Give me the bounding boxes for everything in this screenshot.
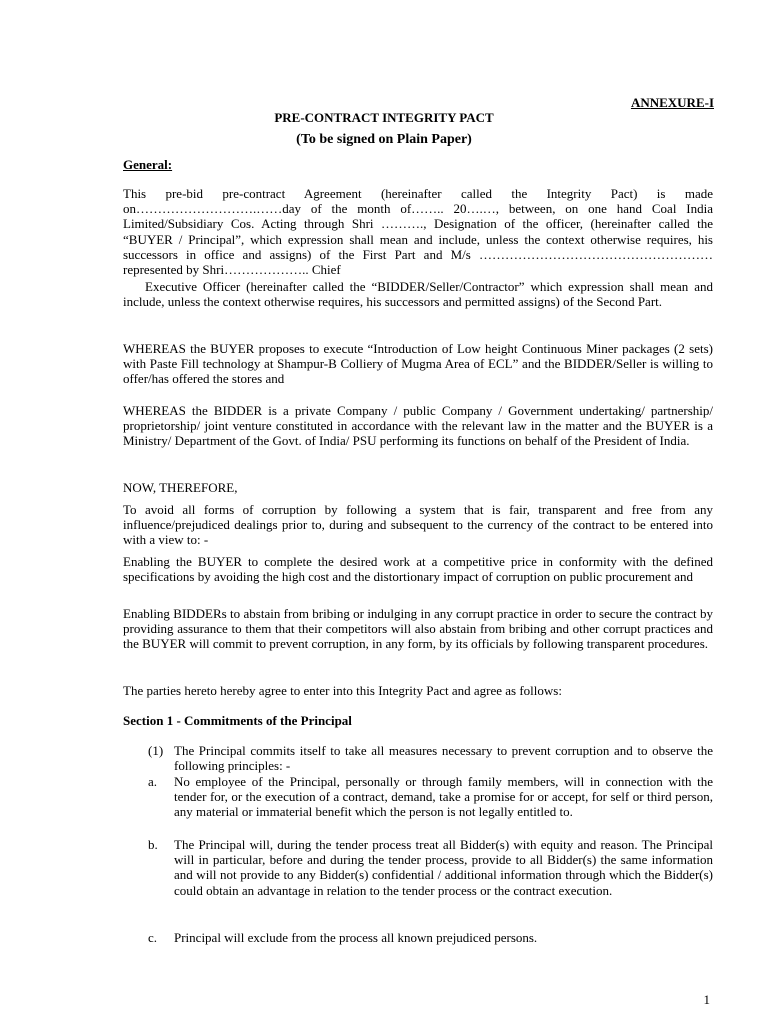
list-item: No employee of the Principal, personally or through family members, will in connection with the tender for, or the execution of a contract, demand, take a promise for or accept, for self or third person, any material or immaterial benefit which the person is not legally entitled to.: [174, 774, 713, 820]
whereas-paragraph-2: WHEREAS the BIDDER is a private Company / public Company / Government undertaking/ partnership/ proprietorship/ joint venture constituted in accordance with the relevant law in the matter and the BUYER is a Ministry/ Department of the Govt. of India/ PSU performing its functions on behalf of the President of India.: [123, 403, 713, 449]
parties-paragraph: The parties hereto hereby agree to enter into this Integrity Pact and agree as follows:: [123, 683, 562, 698]
list-marker: (1): [148, 743, 164, 758]
page-number: 1: [703, 992, 710, 1007]
list-marker: c.: [148, 930, 158, 945]
enabling-paragraph-2: Enabling BIDDERs to abstain from bribing or indulging in any corrupt practice in order to secure the contract by providing assurance to them that their competitors will also abstain from bribing and other corrupt practices and the BUYER will commit to prevent corruption, in any form, by its officials by following transparent procedures.: [123, 606, 713, 652]
intro-paragraph-1: This pre-bid pre-contract Agreement (hereinafter called the Integrity Pact) is made on……………………….……day of the month of…….. 20….…, between, on one hand Coal India Limited/Subsidiary Cos. Acting through Shri ………., Designation of the officer, (hereinafter called the “BUYER / Principal”, which expression shall mean and include, unless the context otherwise requires, his successors in office and assigns) of the First Part and M/s ………………………………………………represented by Shri……………….. Chief: [123, 186, 713, 278]
list-marker: b.: [148, 837, 158, 852]
list-item: The Principal commits itself to take all measures necessary to prevent corruption and to observe the following principles: -: [174, 743, 713, 774]
avoid-paragraph: To avoid all forms of corruption by following a system that is fair, transparent and free from any influence/prejudiced dealings prior to, during and subsequent to the currency of the contract to be entered into with a view to: -: [123, 502, 713, 548]
general-heading: General:: [123, 157, 173, 172]
whereas-paragraph-1: WHEREAS the BUYER proposes to execute “Introduction of Low height Continuous Miner packages (2 sets) with Paste Fill technology at Shampur-B Colliery of Mugma Area of ECL” and the BIDDER/Seller is willing to offer/has offered the stores and: [123, 341, 713, 387]
now-therefore: NOW, THEREFORE,: [123, 480, 238, 495]
document-subtitle: (To be signed on Plain Paper): [296, 132, 472, 147]
annexure-label: ANNEXURE-I: [630, 95, 714, 110]
document-title: PRE-CONTRACT INTEGRITY PACT: [274, 110, 494, 125]
intro-paragraph-2: Executive Officer (hereinafter called the “BIDDER/Seller/Contractor” which expression shall mean and include, unless the context otherwise requires, his successors and permitted assigns) of the Second Part.: [123, 279, 713, 310]
enabling-paragraph-1: Enabling the BUYER to complete the desired work at a competitive price in conformity with the defined specifications by avoiding the high cost and the distortionary impact of corruption on public procurement and: [123, 554, 713, 585]
list-item: The Principal will, during the tender process treat all Bidder(s) with equity and reason. The Principal will in particular, before and during the tender process, provide to all Bidder(s) the same information and will not provide to any Bidder(s) confidential / additional information through which the Bidder(s) could obtain an advantage in relation to the tender process or the contract execution.: [174, 837, 713, 898]
section-1-heading: Section 1 - Commitments of the Principal: [123, 713, 352, 728]
list-item: Principal will exclude from the process all known prejudiced persons.: [174, 930, 538, 945]
list-marker: a.: [148, 774, 158, 789]
